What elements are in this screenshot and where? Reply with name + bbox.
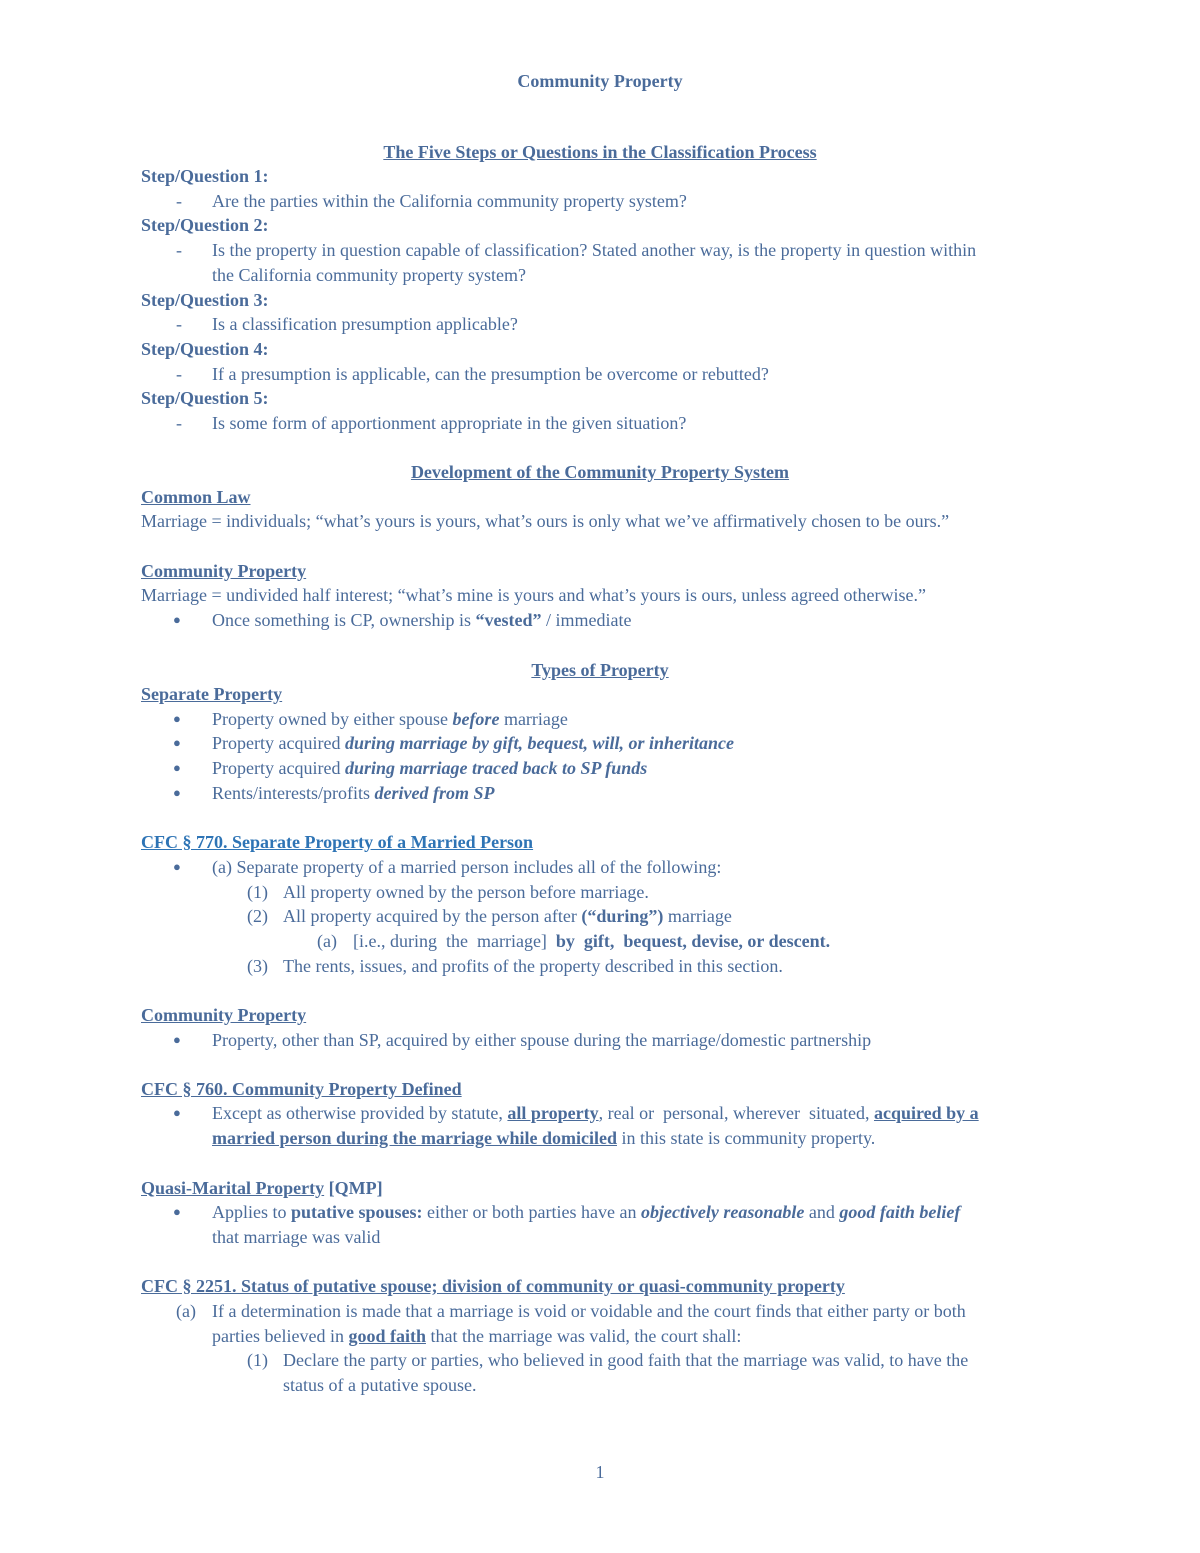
emphasis-run: during marriage by gift, bequest, will, or inheritance	[344, 733, 734, 753]
step-label: Step/Question 3:	[141, 290, 269, 310]
item-number: (2)	[247, 906, 268, 926]
step-label: Step/Question 1:	[141, 166, 269, 186]
bold-run: by gift, bequest, devise, or descent.	[555, 931, 831, 951]
bold-underline-run: good faith	[348, 1326, 426, 1346]
bold-run: putative spouses:	[291, 1202, 423, 1222]
subheading-community-property: Community Property	[141, 1005, 307, 1025]
list-item	[212, 756, 647, 780]
statute-item: Declare the party or parties, who believed in good faith that the marriage was valid, to have the	[283, 1350, 969, 1370]
statute-heading-cfc-770: CFC § 770. Separate Property of a Married Person	[141, 832, 534, 852]
text-run: / immediate	[541, 610, 632, 630]
statute-text	[212, 1101, 979, 1125]
subheading-community-property: Community Property	[141, 561, 307, 581]
statute-text-continued	[212, 1126, 875, 1150]
step-text: Are the parties within the California community property system?	[212, 191, 687, 211]
text-run: Except as otherwise provided by statute,	[212, 1103, 508, 1123]
item-number: (a)	[176, 1301, 196, 1321]
emphasis-run: during marriage traced back to SP funds	[344, 758, 648, 778]
emphasis-run: before	[452, 709, 500, 729]
text-run: and	[804, 1202, 840, 1222]
text-run: Property acquired	[212, 733, 345, 753]
list-item	[212, 731, 734, 755]
cp-vested-bullet	[212, 608, 631, 632]
common-law-text: Marriage = individuals; “what’s yours is yours, what’s ours is only what we’ve affirmatively chosen to be ours.”	[141, 511, 950, 531]
page-title: Community Property	[517, 71, 683, 91]
text-run: parties believed in	[212, 1326, 349, 1346]
bullet-marker: ●	[173, 785, 181, 800]
statute-item-continued: status of a putative spouse.	[283, 1375, 477, 1395]
step-label: Step/Question 5:	[141, 388, 269, 408]
dash-marker: -	[176, 413, 182, 433]
emphasis-run: good faith belief	[839, 1202, 961, 1222]
section-heading-development: Development of the Community Property System	[410, 462, 790, 482]
dash-marker: -	[176, 314, 182, 334]
page-number: 1	[595, 1462, 605, 1482]
statute-text-continued	[212, 1324, 741, 1348]
bullet-marker: ●	[173, 612, 181, 627]
text-run: Applies to	[212, 1202, 291, 1222]
step-label: Step/Question 2:	[141, 215, 269, 235]
bold-underline-run: married person during the marriage while domiciled	[212, 1128, 617, 1148]
bold-run: (“during”)	[581, 906, 664, 926]
section-heading-types: Types of Property	[531, 660, 669, 680]
item-number: (3)	[247, 956, 268, 976]
statute-subitem	[353, 929, 830, 953]
text-run: Once something is CP, ownership is	[212, 610, 476, 630]
statute-heading-cfc-760: CFC § 760. Community Property Defined	[141, 1079, 462, 1099]
qmp-text-continued: that marriage was valid	[212, 1227, 381, 1247]
bullet-marker: ●	[173, 735, 181, 750]
text-run: marriage	[663, 906, 732, 926]
bullet-marker: ●	[173, 711, 181, 726]
list-item	[212, 781, 494, 805]
dash-marker: -	[176, 191, 182, 211]
text-run: in this state is community property.	[616, 1128, 876, 1148]
list-item	[212, 707, 568, 731]
emphasis-run: objectively reasonable	[640, 1202, 805, 1222]
step-text: If a presumption is applicable, can the presumption be overcome or rebutted?	[212, 364, 769, 384]
subheading-separate-property: Separate Property	[141, 684, 283, 704]
step-label: Step/Question 4:	[141, 339, 269, 359]
subheading-common-law: Common Law	[141, 487, 251, 507]
text-run: Property owned by either spouse	[212, 709, 453, 729]
statute-text: (a) Separate property of a married person includes all of the following:	[212, 857, 722, 877]
text-run: All property acquired by the person after	[283, 906, 582, 926]
community-property-text: Marriage = undivided half interest; “what’s mine is yours and what’s yours is ours, unless agreed otherwise.”	[141, 585, 926, 605]
bold-underline-run: acquired by a	[873, 1103, 979, 1123]
qmp-text	[212, 1200, 960, 1224]
qmp-suffix: [QMP]	[324, 1178, 383, 1198]
step-text: Is some form of apportionment appropriate in the given situation?	[212, 413, 687, 433]
step-text: Is the property in question capable of classification? Stated another way, is the property in question within	[212, 240, 977, 260]
text-run: Rents/interests/profits	[212, 783, 375, 803]
statute-text: If a determination is made that a marriage is void or voidable and the court finds that either party or both	[212, 1301, 966, 1321]
vested-term: “vested”	[475, 610, 542, 630]
dash-marker: -	[176, 240, 182, 260]
bullet-marker: ●	[173, 760, 181, 775]
item-number: (a)	[317, 931, 337, 951]
subheading-qmp	[141, 1176, 383, 1200]
text-run: marriage	[499, 709, 568, 729]
emphasis-run: derived from SP	[374, 783, 495, 803]
item-number: (1)	[247, 1350, 268, 1370]
text-run: either or both parties have an	[422, 1202, 641, 1222]
text-run: that the marriage was valid, the court shall:	[425, 1326, 742, 1346]
statute-item: All property owned by the person before marriage.	[283, 882, 649, 902]
statute-heading-cfc-2251: CFC § 2251. Status of putative spouse; division of community or quasi-community property	[141, 1276, 845, 1296]
bullet-marker: ●	[173, 1204, 181, 1219]
step-text-continued: the California community property system?	[212, 265, 526, 285]
bold-underline-run: all property	[507, 1103, 599, 1123]
statute-item: The rents, issues, and profits of the property described in this section.	[283, 956, 783, 976]
section-heading-five-steps: The Five Steps or Questions in the Classification Process	[383, 142, 817, 162]
bullet-marker: ●	[173, 859, 181, 874]
text-run: [i.e., during the marriage]	[353, 931, 556, 951]
statute-item	[283, 904, 732, 928]
qmp-label: Quasi-Marital Property	[141, 1178, 325, 1198]
bullet-marker: ●	[173, 1105, 181, 1120]
item-number: (1)	[247, 882, 268, 902]
bullet-marker: ●	[173, 1032, 181, 1047]
text-run: , real or personal, wherever situated,	[598, 1103, 874, 1123]
step-text: Is a classification presumption applicable?	[212, 314, 518, 334]
list-item: Property, other than SP, acquired by either spouse during the marriage/domestic partnership	[212, 1030, 872, 1050]
text-run: Property acquired	[212, 758, 345, 778]
dash-marker: -	[176, 364, 182, 384]
